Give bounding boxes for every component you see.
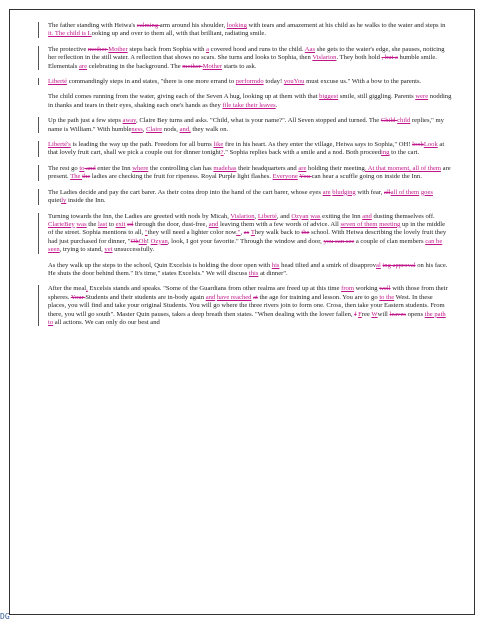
text-run: opens [405, 310, 425, 318]
text-run: are present. [48, 164, 451, 181]
text-run: The protective [48, 45, 88, 53]
tracked-insertion: to [48, 318, 54, 326]
tracked-insertion: ness [131, 125, 143, 133]
tracked-insertion: Everyone [272, 173, 298, 181]
paragraph [48, 189, 452, 206]
tracked-insertion: ly [61, 197, 67, 205]
tracked-deletion: the [301, 229, 310, 237]
tracked-insertion: a [206, 45, 209, 53]
tracked-insertion: were [415, 93, 429, 101]
text-run: , Claire Bey turns and asks. "Child, what is your name?". All Seven stopped and turned. The [136, 117, 381, 125]
tracked-insertion: are [322, 188, 331, 196]
text-run: must excuse us." With a bow to the parents. [304, 78, 422, 86]
text-run: their headquarters and [236, 164, 299, 172]
tracked-insertion: where [132, 164, 149, 172]
tracked-insertion: ." [236, 229, 241, 237]
document-page [9, 9, 475, 615]
text-run: through the door, dust-free, [133, 220, 209, 228]
tracked-insertion: was [310, 212, 321, 220]
tracked-insertion: seven of them [340, 220, 378, 228]
tracked-deletion: Child [380, 117, 398, 125]
tracked-insertion: and, [179, 125, 191, 133]
tracked-insertion: ? [220, 149, 224, 157]
tracked-insertion: Ozyan [291, 212, 309, 220]
text-run: they walk on. [190, 125, 229, 133]
text-run: celebrating in the background. The [87, 62, 183, 70]
text-run: steps back from Sophia with [127, 45, 207, 53]
text-run: West. In these places, you will find and take your original Students. You will go where the three rivers join to form one. Cross, then take your Eastern students. From there, you will go south". Master Quin pauses, takes a deep breath then states. "When dealing with the lower fallen, [48, 293, 445, 318]
revision-change-bar [38, 22, 39, 38]
tracked-deletion: Your [70, 293, 86, 301]
tracked-insertion: bludging [332, 188, 356, 196]
tracked-insertion: Oh [138, 237, 147, 245]
text-run: up in the middle of the street. Sophia mentions to all, [48, 220, 446, 237]
tracked-insertion: F [358, 310, 362, 318]
tracked-insertion: all of them [390, 188, 420, 196]
text-run: replies," my name is William." With humble [48, 117, 444, 133]
tracked-insertion: Mother [108, 45, 128, 53]
text-run: fire in his heart. As they enter the village, Heiwa says to Sophia," OH! [223, 141, 413, 149]
text-run: enter the Inn [95, 164, 133, 172]
text-run: at that lovely fruit cart, shall we pick a couple out for dinner tonight [48, 141, 445, 157]
text-run: hey walk back to [254, 229, 302, 237]
tracked-insertion: it. The child is L [48, 30, 92, 38]
tracked-insertion: Vislarion [230, 212, 255, 220]
tracked-deletion: you can see [323, 237, 355, 245]
corner-marker: DG [0, 612, 10, 621]
tracked-insertion: Mother [202, 62, 223, 70]
tracked-deletion: mother [182, 62, 203, 70]
text-run: they will need a lighter color now [147, 229, 237, 237]
tracked-insertion: and [362, 212, 372, 220]
text-run: ree [361, 310, 372, 318]
tracked-insertion: meeting [379, 220, 401, 228]
text-run: Excelsis stands and speaks. "Some of the Guardians from other realms are freed up at this time [87, 285, 342, 293]
text-run: exiting the Inn [320, 212, 363, 220]
tracked-insertion: his [271, 261, 280, 269]
tracked-insertion: and [205, 293, 216, 301]
text-run: will [377, 310, 390, 318]
text-run: to the cart. [389, 149, 420, 157]
paragraph [48, 117, 452, 134]
text-run: school. With Heiwa describing the lovely fruit they had just purchased for dinner, " [48, 229, 447, 245]
tracked-deletion: as [243, 229, 250, 237]
tracked-deletion: ed [127, 220, 134, 228]
tracked-deletion: ing approval [382, 261, 416, 269]
text-run: The father standing with Heiwa's [48, 22, 137, 29]
tracked-insertion: and [208, 220, 219, 228]
paragraph [48, 93, 452, 110]
revision-change-bar [38, 46, 39, 70]
text-run: . They both hold [336, 54, 382, 62]
text-run: , [240, 229, 244, 237]
tracked-deletion: at [253, 293, 258, 301]
text-run: , [254, 212, 258, 220]
text-run: , and [276, 212, 292, 220]
tracked-insertion: Claire [146, 125, 163, 133]
tracked-insertion: file take their leaves [222, 101, 276, 109]
text-run: ooking up and over to them all, with that brilliant, radiating smile. [91, 30, 266, 38]
tracked-insertion: goes [420, 188, 433, 196]
text-run: The child comes running from the water, giving each of the Seven A hug, looking up at them with that [48, 93, 320, 101]
tracked-deletion: mother [87, 45, 109, 53]
text-run: a couple of clan members [354, 237, 426, 245]
text-run: unsuccessfully. [112, 246, 155, 254]
tracked-insertion: T [250, 229, 255, 237]
text-run: covered hood and runs to the child. [209, 45, 305, 53]
tracked-insertion: was [76, 220, 87, 228]
text-run: the [86, 220, 99, 228]
tracked-insertion: performdo [235, 78, 264, 86]
text-run: the controlling clan has [148, 164, 214, 172]
tracked-insertion: to [79, 164, 85, 172]
paragraph [48, 285, 452, 327]
tracked-insertion: " [144, 229, 148, 237]
tracked-insertion: youYou [283, 78, 305, 86]
text-run: nodding in thanks and tears in their eyes, shaking each one's hands as they [48, 93, 452, 109]
text-run: starts to ask. [222, 62, 257, 70]
text-run: As they walk up the steps to the school, Quin Excelsis is holding the door open with [48, 261, 272, 269]
text-run: all actions. We can only do our best and [53, 318, 160, 326]
paragraph [48, 165, 452, 182]
tracked-deletion: the [82, 173, 91, 181]
text-run: with tears and amazement at his child as he walks to the water and steps in [246, 22, 446, 29]
text-run: , [142, 125, 147, 133]
tracked-insertion: al [376, 261, 381, 269]
text-run: commandingly steps in and states, "there is one more errand to [67, 78, 236, 86]
revision-change-bar [38, 213, 39, 254]
text-run: smile, still giggling. Parents [338, 93, 416, 101]
text-run: Turning towards the Inn, the Ladies are greeted with nods by Micah, [48, 212, 231, 220]
text-run: ! [146, 237, 151, 245]
text-run: head tilted and a smirk of disapprov [279, 261, 377, 269]
tracked-insertion: , [86, 285, 88, 293]
tracked-deletion: calming [136, 22, 160, 29]
tracked-deletion: look [412, 141, 424, 149]
tracked-insertion: child [397, 117, 411, 125]
text-run: ." Sophia replies back with a smile and a nod. Both proceed [223, 149, 382, 157]
text-run: with fear, [355, 188, 385, 196]
text-run: quiet [48, 197, 62, 205]
text-run: arm around his shoulder, [159, 22, 227, 29]
text-run: Students and their students are in-body again [85, 293, 206, 301]
tracked-insertion: are [78, 62, 88, 70]
text-run: nods, [162, 125, 180, 133]
text-run: the age for training and lesson. You are to go [257, 293, 380, 301]
text-run: to [107, 220, 116, 228]
text-run: . [275, 101, 278, 109]
paragraph [48, 262, 452, 279]
tracked-insertion: The [70, 173, 83, 181]
tracked-insertion: W [371, 310, 378, 318]
revision-change-bar [38, 165, 39, 181]
text-run: on his face. He shuts the door behind them." It's time," states Excelsis." We will discuss [48, 261, 448, 277]
document-body [48, 22, 452, 334]
text-run: can hear a scuffle going on inside the Inn. [311, 173, 422, 181]
tracked-insertion: have reached [216, 293, 252, 301]
tracked-insertion: from [341, 285, 354, 293]
text-run: with those from their spheres. [48, 285, 448, 301]
text-run: The Ladies decide and pay the cart barer. As their coins drop into the hand of the cart barer, whose eyes [48, 188, 323, 196]
tracked-insertion: to the [379, 293, 395, 301]
tracked-insertion: . At that moment, all of them [364, 164, 442, 172]
text-run: , look, I got your favorite." Through the window and door, [167, 237, 324, 245]
tracked-insertion: biggest [319, 93, 339, 101]
text-run: dusting themselves off. [371, 212, 435, 220]
tracked-insertion: can be seen [48, 237, 443, 254]
tracked-insertion: ing [381, 149, 390, 157]
tracked-insertion: Ozyan [150, 237, 168, 245]
text-run: she gets to the water's edge, she pauses, noticing her reflection in the still water. A reflection that shows no scars. She turns and looks to Sophia, then [48, 45, 445, 62]
text-run: The rest go [48, 164, 80, 172]
tracked-insertion: looking [226, 22, 247, 29]
tracked-insertion: this [248, 269, 259, 277]
tracked-insertion: Vislarion [312, 54, 337, 62]
tracked-insertion: like [213, 141, 224, 149]
revision-change-bar [38, 189, 39, 205]
tracked-insertion: Liberté's [48, 141, 71, 149]
tracked-insertion: Liberté [257, 212, 277, 220]
text-run: today! [263, 78, 284, 86]
tracked-insertion: yet [104, 246, 113, 254]
tracked-deletion: Oh [130, 237, 139, 245]
tracked-deletion: and [84, 164, 96, 172]
text-run: at dinner". [258, 269, 288, 277]
revision-change-bar [38, 285, 39, 326]
tracked-insertion: Look [423, 141, 438, 149]
revision-change-bar [38, 117, 39, 133]
paragraph [48, 213, 452, 255]
tracked-insertion: away [122, 117, 137, 125]
paragraph [48, 141, 452, 158]
text-run: inside the Inn. [66, 197, 106, 205]
tracked-insertion: exit [115, 220, 126, 228]
text-run: , trying to stand, [59, 246, 105, 254]
paragraph [48, 78, 452, 86]
tracked-insertion: the path [424, 310, 446, 318]
tracked-deletion: , but a [381, 54, 398, 62]
paragraph [48, 22, 452, 39]
revision-change-bar [38, 141, 39, 157]
tracked-deletion: all [384, 188, 391, 196]
tracked-insertion: Aas [304, 45, 316, 53]
tracked-deletion: f [354, 310, 357, 318]
tracked-deletion: You [299, 173, 312, 181]
text-run: leaving them with a few words of advice. All [218, 220, 341, 228]
tracked-insertion: are [298, 164, 307, 172]
text-run: is leading the way up the path. Freedom for all burns [70, 141, 214, 149]
tracked-deletion: well [379, 285, 391, 293]
text-run: Up the path just a few steps [48, 117, 123, 125]
text-run: ladies are checking the fruit for ripeness. Royal Purple light flashes. [90, 173, 273, 181]
tracked-insertion: Liberté [48, 78, 68, 86]
tracked-insertion: madehas [213, 164, 237, 172]
text-run: holding their meeting [306, 164, 365, 172]
tracked-insertion: last [98, 220, 108, 228]
text-run: working [353, 285, 380, 293]
text-run: humble smile. Elementals [48, 54, 437, 70]
tracked-insertion: ClarieBey [48, 220, 75, 228]
tracked-deletion: leaves [389, 310, 406, 318]
paragraph [48, 46, 452, 71]
text-run: After the meal [48, 285, 87, 293]
revision-change-bar [38, 78, 39, 85]
